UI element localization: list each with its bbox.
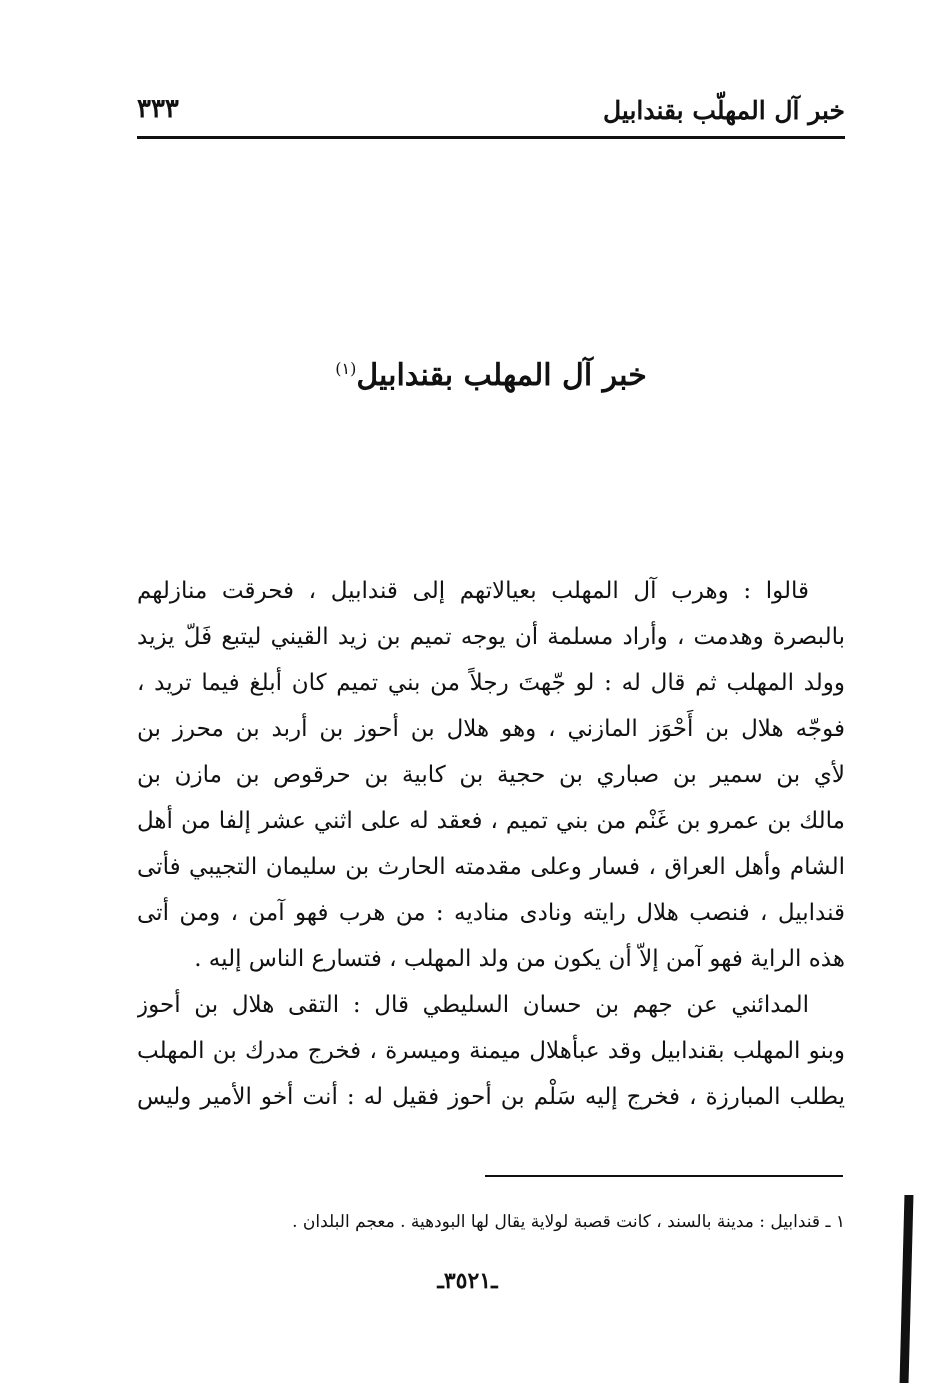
- text-line: فوجّه هلال بن أَحْوَز المازني ، وهو هلال بن أحوز بن أربد بن محرز بن: [137, 716, 845, 742]
- text-line: قندابيل ، فنصب هلال رايته ونادى مناديه : من هرب فهو آمن ، ومن أتى: [137, 900, 845, 926]
- body-text: [137, 568, 845, 1120]
- text-line: هذه الراية فهو آمن إلاّ أن يكون من ولد المهلب ، فتسارع الناس إليه .: [194, 946, 845, 972]
- running-head-title: خبر آل المهلّب بقندابيل: [602, 96, 845, 125]
- chapter-title-text: خبر آل المهلب بقندابيل: [356, 358, 647, 393]
- folio-number: ـ٣٥٢١ـ: [437, 1268, 498, 1294]
- text-line: لأي بن سمير بن صباري بن حجية بن كابية بن حرقوص بن مازن بن: [137, 762, 845, 788]
- page-number: ٣٣٣: [137, 94, 179, 124]
- text-line: الشام وأهل العراق ، فسار وعلى مقدمته الحارث بن سليمان التجيبي فأتى: [137, 854, 845, 880]
- header-rule: [137, 136, 845, 139]
- text-line: مالك بن عمرو بن غَنْم من بني تميم ، فعقد له على اثني عشر إلفا من أهل: [137, 808, 845, 834]
- text-line: وبنو المهلب بقندابيل وقد عبأهلال ميمنة وميسرة ، فخرج مدرك بن المهلب: [137, 1038, 845, 1064]
- footnote-marker: (١): [335, 359, 357, 378]
- running-head: [137, 90, 845, 136]
- text-line: بالبصرة وهدمت ، وأراد مسلمة أن يوجه تميم بن زيد القيني ليتبع فَلّ يزيد: [137, 624, 845, 650]
- text-line: قالوا : وهرب آل المهلب بعيالاتهم إلى قندابيل ، فحرقت منازلهم: [137, 578, 809, 604]
- text-line: المدائني عن جهم بن حسان السليطي قال : التقى هلال بن أحوز: [137, 992, 809, 1018]
- text-line: يطلب المبارزة ، فخرج إليه سَلْم بن أحوز فقيل له : أنت أخو الأمير وليس: [137, 1084, 845, 1110]
- footnote-rule: [485, 1175, 843, 1177]
- text-line: وولد المهلب ثم قال له : لو جّهتَ رجلاً من بني تميم كان أبلغ فيما تريد ،: [137, 670, 845, 696]
- footnote: ١ ـ قندابيل : مدينة بالسند ، كانت قصبة لولاية يقال لها البودهية . معجم البلدان .: [292, 1212, 845, 1232]
- chapter-title: [137, 358, 845, 393]
